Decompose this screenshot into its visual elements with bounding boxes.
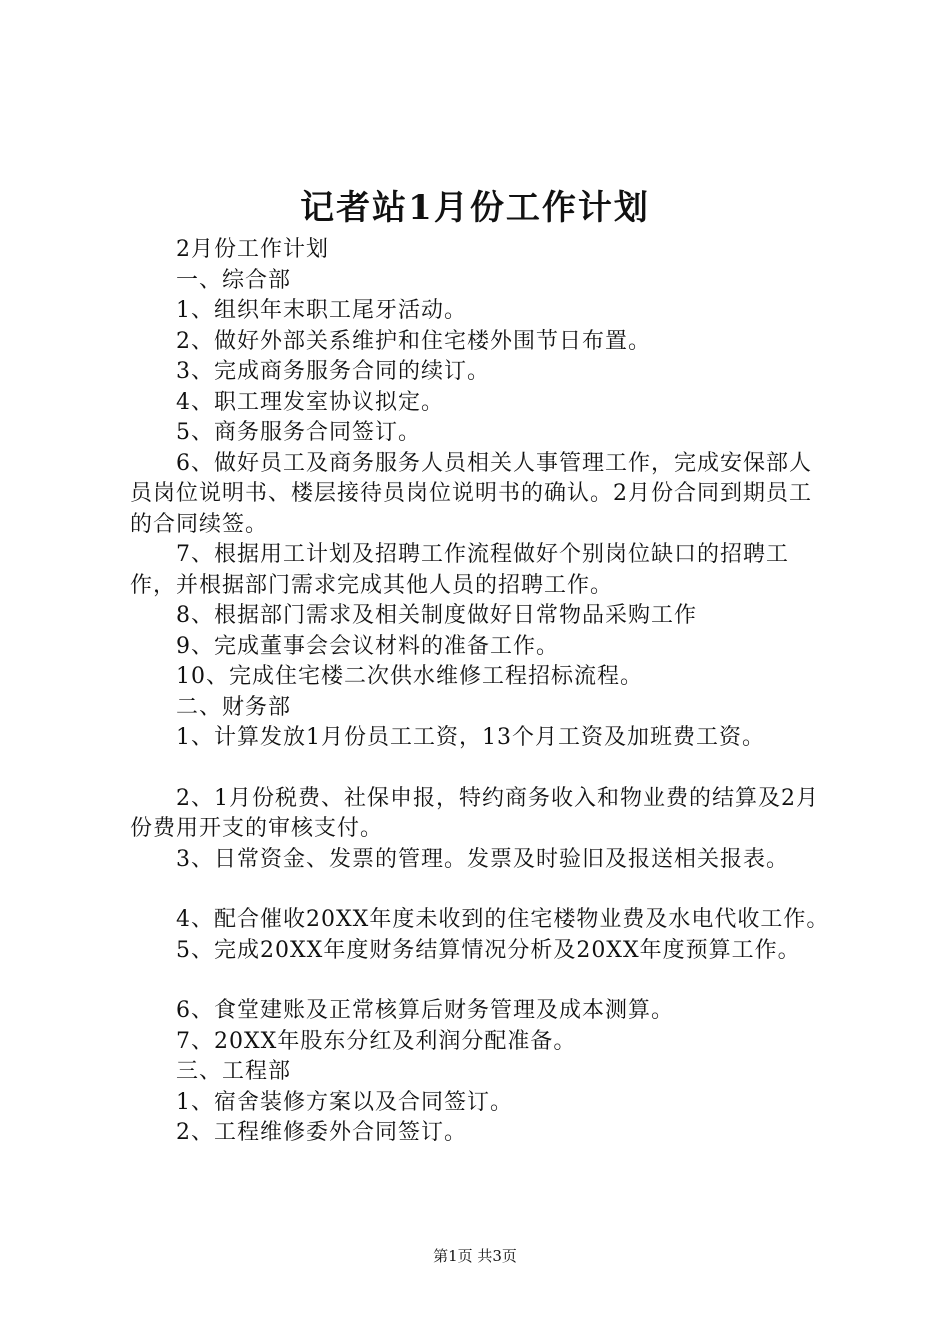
paragraph: 8、根据部门需求及相关制度做好日常物品采购工作 xyxy=(176,603,697,628)
paragraph: 1、组织年末职工尾牙活动。 xyxy=(176,298,467,323)
paragraph: 2、做好外部关系维护和住宅楼外围节日布置。 xyxy=(176,328,651,354)
paragraph: 10、完成住宅楼二次供水维修工程招标流程。 xyxy=(176,664,643,689)
document-title: 记者站1月份工作计划 xyxy=(300,188,650,228)
paragraph: 3、日常资金、发票的管理。发票及时验旧及报送相关报表。 xyxy=(176,846,789,872)
blank-line xyxy=(130,754,830,784)
section-heading: 一、综合部 xyxy=(176,267,292,293)
paragraph: 6、做好员工及商务服务人员相关人事管理工作，完成安保部人员岗位说明书、楼层接待员岗位说明书的确认。2月份合同到期员工的合同续签。 xyxy=(130,450,812,537)
paragraph: 4、职工理发室协议拟定。 xyxy=(176,389,444,415)
paragraph: 9、完成董事会会议材料的准备工作。 xyxy=(176,633,559,659)
paragraph: 1、宿舍装修方案以及合同签订。 xyxy=(176,1089,513,1115)
paragraph: 2月份工作计划 xyxy=(176,237,329,262)
paragraph: 3、完成商务服务合同的续订。 xyxy=(176,359,490,384)
paragraph: 5、完成20XX年度财务结算情况分析及20XX年度预算工作。 xyxy=(176,937,801,963)
page-footer: 第1页 共3页 xyxy=(433,1247,517,1265)
paragraph: 2、1月份税费、社保申报，特约商务收入和物业费的结算及2月份费用开支的审核支付。 xyxy=(130,785,819,841)
paragraph: 1、计算发放1月份员工工资，13个月工资及加班费工资。 xyxy=(176,725,765,750)
paragraph: 7、20XX年股东分红及利润分配准备。 xyxy=(176,1028,577,1054)
paragraph: 5、商务服务合同签订。 xyxy=(176,420,421,445)
paragraph: 2、工程维修委外合同签订。 xyxy=(176,1120,467,1145)
paragraph: 7、根据用工计划及招聘工作流程做好个别岗位缺口的招聘工作，并根据部门需求完成其他人员的招聘工作。 xyxy=(130,542,789,598)
section-heading: 二、财务部 xyxy=(176,694,292,720)
paragraph: 4、配合催收20XX年度未收到的住宅楼物业费及水电代收工作。 xyxy=(176,907,830,932)
paragraph: 6、食堂建账及正常核算后财务管理及成本测算。 xyxy=(176,998,674,1023)
blank-line xyxy=(130,966,830,996)
document-body xyxy=(130,235,830,1149)
blank-line xyxy=(130,875,830,905)
section-heading: 三、工程部 xyxy=(176,1059,292,1084)
